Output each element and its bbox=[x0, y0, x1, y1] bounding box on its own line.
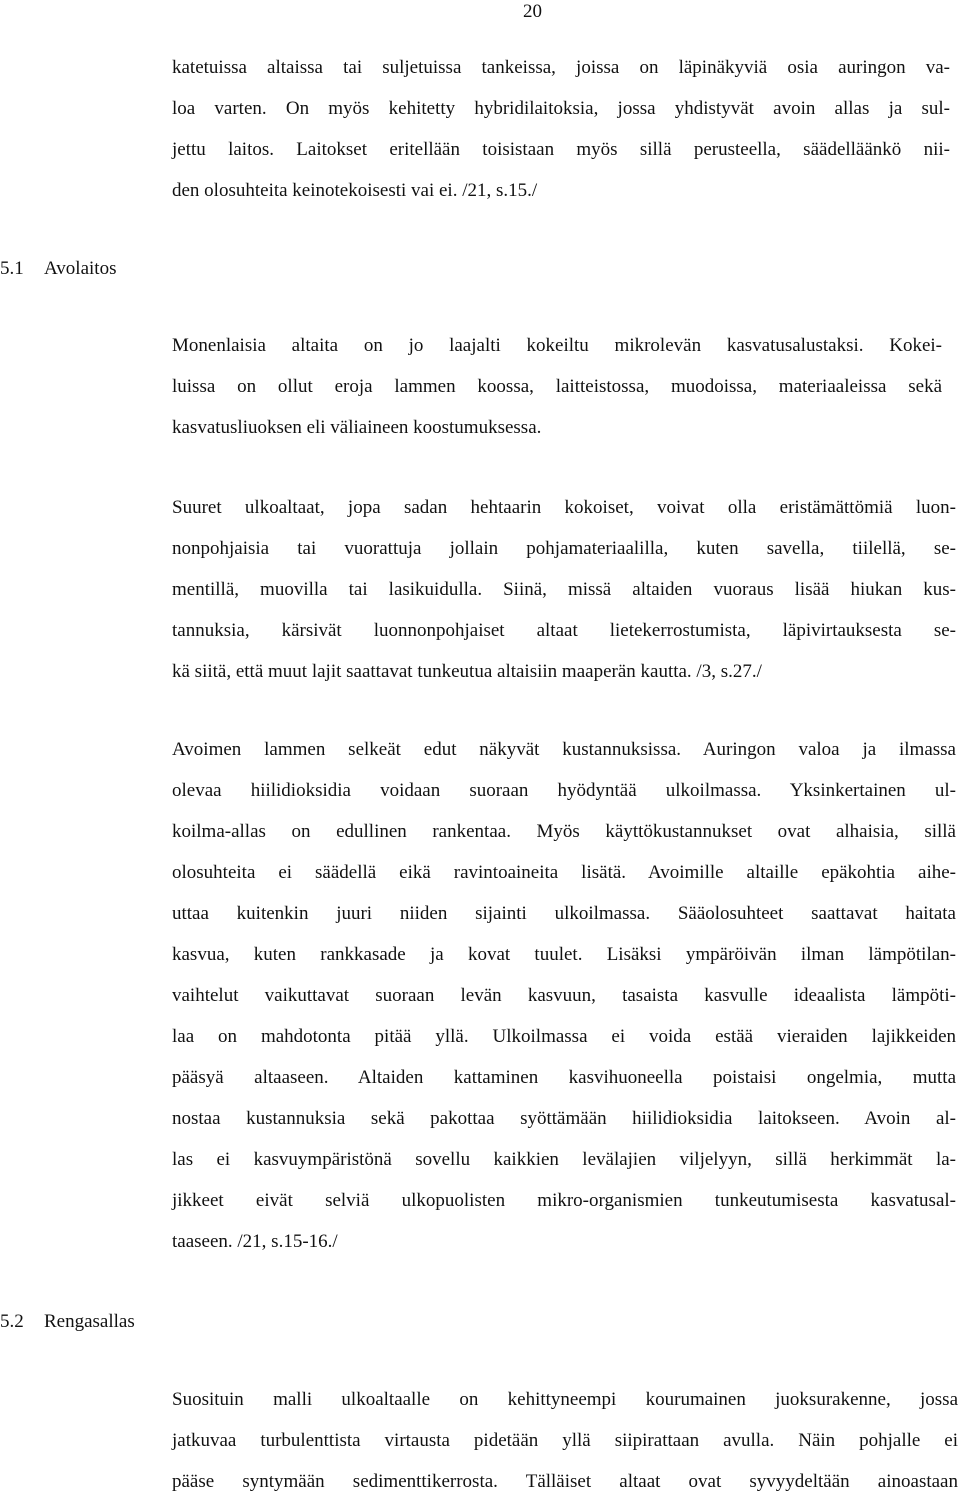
text-line: loa varten. On myös kehitetty hybridilaitoksia, jossa yhdistyvät avoin allas ja sul- bbox=[172, 98, 950, 119]
page-number: 20 bbox=[523, 1, 542, 22]
paragraph-large-ponds bbox=[172, 487, 956, 692]
text-line: jettu laitos. Laitokset eritellään toisistaan myös sillä perusteella, säädelläänkö nii- bbox=[172, 139, 950, 160]
paragraph-open-pond-benefits bbox=[172, 729, 956, 1262]
section-heading-5-2 bbox=[0, 1311, 135, 1333]
text-line: olosuhteita ei säädellä eikä ravintoaineita lisätä. Avoimille altaille epäkohtia aihe- bbox=[172, 862, 956, 883]
text-line: taaseen. /21, s.15-16./ bbox=[172, 1231, 338, 1252]
text-line: uttaa kuitenkin juuri niiden sijainti ulkoilmassa. Sääolosuhteet saattavat haitata bbox=[172, 903, 956, 924]
text-line: Suuret ulkoaltaat, jopa sadan hehtaarin kokoiset, voivat olla eristämättömiä luon- bbox=[172, 497, 956, 518]
text-line: pääse syntymään sedimenttikerrosta. Tälläiset altaat ovat syvyydeltään ainoastaan bbox=[172, 1471, 958, 1492]
text-line: Suosituin malli ulkoaltaalle on kehittyneempi kourumainen juoksurakenne, jossa bbox=[172, 1389, 958, 1410]
text-line: tannuksia, kärsivät luonnonpohjaiset altaat lietekerrostumista, läpivirtauksesta se- bbox=[172, 620, 956, 641]
text-line: nostaa kustannuksia sekä pakottaa syöttämään hiilidioksidia laitokseen. Avoin al- bbox=[172, 1108, 956, 1129]
section-number: 5.2 bbox=[0, 1311, 24, 1332]
text-line: las ei kasvuympäristönä sovellu kaikkien levälajien viljelyyn, sillä herkimmät la- bbox=[172, 1149, 956, 1170]
text-line: olevaa hiilidioksidia voidaan suoraan hyödyntää ulkoilmassa. Yksinkertainen ul- bbox=[172, 780, 956, 801]
text-line: Monenlaisia altaita on jo laajalti kokeiltu mikrolevän kasvatusalustaksi. Kokei- bbox=[172, 335, 942, 356]
text-line: den olosuhteita keinotekoisesti vai ei. /21, s.15./ bbox=[172, 180, 538, 201]
section-title: Rengasallas bbox=[44, 1311, 135, 1332]
paragraph-experiments bbox=[172, 325, 942, 448]
text-line: kasvatusliuoksen eli väliaineen koostumuksessa. bbox=[172, 417, 542, 438]
text-line: pääsyä altaaseen. Altaiden kattaminen kasvihuoneella poistaisi ongelmia, mutta bbox=[172, 1067, 956, 1088]
text-line: luissa on ollut eroja lammen koossa, laitteistossa, muodoissa, materiaaleissa sekä bbox=[172, 376, 942, 397]
section-title: Avolaitos bbox=[44, 258, 117, 279]
text-line: katetuissa altaissa tai suljetuissa tankeissa, joissa on läpinäkyviä osia auringon va- bbox=[172, 57, 950, 78]
text-line: koilma-allas on edullinen rankentaa. Myös käyttökustannukset ovat alhaisia, sillä bbox=[172, 821, 956, 842]
section-number: 5.1 bbox=[0, 258, 24, 279]
text-line: nonpohjaisia tai vuorattuja jollain pohjamateriaalilla, kuten savella, tiilellä, se- bbox=[172, 538, 956, 559]
text-line: vaihtelut vaikuttavat suoraan levän kasvuun, tasaista kasvulle ideaalista lämpöti- bbox=[172, 985, 956, 1006]
text-line: mentillä, muovilla tai lasikuidulla. Siinä, missä altaiden vuoraus lisää hiukan kus- bbox=[172, 579, 956, 600]
paragraph-raceway bbox=[172, 1379, 958, 1502]
text-line: laa on mahdotonta pitää yllä. Ulkoilmassa ei voida estää vieraiden lajikkeiden bbox=[172, 1026, 956, 1047]
text-line: kä siitä, että muut lajit saattavat tunkeutua altaisiin maaperän kautta. /3, s.27./ bbox=[172, 661, 762, 682]
text-line: kasvua, kuten rankkasade ja kovat tuulet. Lisäksi ympäröivän ilman lämpötilan- bbox=[172, 944, 956, 965]
text-line: jikkeet eivät selviä ulkopuolisten mikro-organismien tunkeutumisesta kasvatusal- bbox=[172, 1190, 956, 1211]
section-heading-5-1 bbox=[0, 258, 116, 280]
text-line: jatkuvaa turbulenttista virtausta pidetään yllä siipirattaan avulla. Näin pohjalle ei bbox=[172, 1430, 958, 1451]
paragraph-intro bbox=[172, 47, 950, 211]
text-line: Avoimen lammen selkeät edut näkyvät kustannuksissa. Auringon valoa ja ilmassa bbox=[172, 739, 956, 760]
